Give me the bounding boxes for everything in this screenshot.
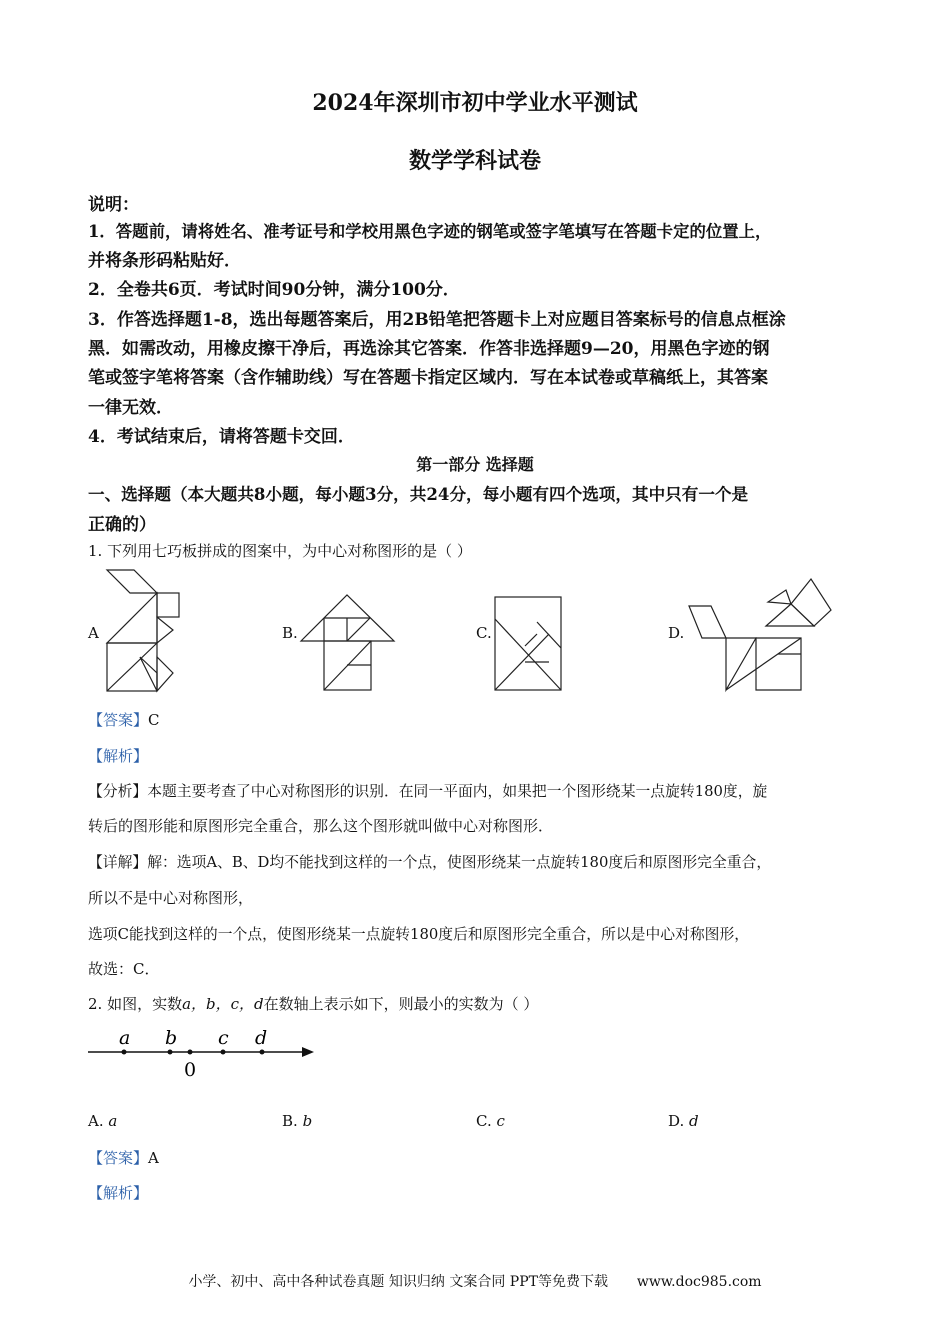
- q2-answer-line: [88, 1147, 159, 1168]
- label-c: c: [218, 1027, 229, 1049]
- q1-option-a-label: A: [88, 624, 99, 642]
- tangram-figure-b: [298, 592, 398, 694]
- q1-answer-tag: 【答案】: [88, 711, 149, 729]
- q1-fenxi-line1: 【分析】本题主要考查了中心对称图形的识别．在同一平面内，如果把一个图形绕某一点旋转180度，旋: [88, 783, 768, 800]
- page-footer: [0, 1271, 950, 1291]
- q1-option-c-label: C.: [476, 624, 492, 642]
- footer-url[interactable]: www.doc985.com: [636, 1274, 762, 1290]
- point-d: [260, 1050, 265, 1055]
- tangram-figure-d: [686, 574, 836, 694]
- q1-answer-value: C: [148, 711, 160, 729]
- section-heading-line2: 正确的）: [88, 515, 156, 535]
- q2-option-d: D. d: [668, 1112, 699, 1130]
- question-2-stem: 2. 如图，实数a，b，c，d在数轴上表示如下，则最小的实数为（ ）: [88, 995, 539, 1013]
- point-a: [122, 1050, 127, 1055]
- footer-text: 小学、初中、高中各种试卷真题 知识归纳 文案合同 PPT等免费下载: [188, 1274, 608, 1290]
- question-1-stem: 1. 下列用七巧板拼成的图案中，为中心对称图形的是（ ）: [88, 542, 472, 560]
- point-b: [168, 1050, 173, 1055]
- q2-option-b: B. b: [282, 1112, 313, 1130]
- label-zero: 0: [184, 1059, 197, 1081]
- q1-option-d-label: D.: [668, 624, 685, 642]
- q1-option-b-label: B.: [282, 624, 298, 642]
- q1-conclusion: 故选：C．: [88, 960, 160, 978]
- q2-option-c: C. c: [476, 1112, 505, 1130]
- q1-xiangjie-tag: 【详解】: [88, 854, 148, 871]
- instructions-label: 说明：: [88, 195, 139, 215]
- q1-fenxi-line2: 转后的图形能和原图形完全重合，那么这个图形就叫做中心对称图形．: [88, 817, 554, 835]
- page-subtitle: 数学学科试卷: [408, 148, 541, 174]
- instruction-2: 2．全卷共6页．考试时间90分钟，满分100分．: [88, 280, 460, 300]
- instruction-4: 4．考试结束后，请将答题卡交回．: [88, 427, 355, 447]
- number-line-arrow-icon: [302, 1047, 314, 1057]
- tangram-figure-a: [100, 565, 190, 695]
- instruction-1-line2: 并将条形码粘贴好．: [88, 251, 241, 271]
- instruction-3-line2: 黑．如需改动，用橡皮擦干净后，再选涂其它答案．作答非选择题9—20，用黑色字迹的钢: [88, 339, 770, 359]
- label-a: a: [119, 1027, 131, 1049]
- section-heading-line1: 一、选择题（本大题共8小题，每小题3分，共24分，每小题有四个选项，其中只有一个是: [88, 484, 749, 504]
- label-b: b: [165, 1027, 178, 1049]
- q2-analysis-tag: 【解析】: [88, 1184, 149, 1202]
- tangram-figure-c: [492, 594, 564, 694]
- q1-xiangjie-line1: 【详解】解：选项A、B、D均不能找到这样的一个点，使图形绕某一点旋转180度后和原图形完全重合，: [88, 854, 772, 871]
- q1-xiangjie-line2: 所以不是中心对称图形，: [88, 889, 254, 907]
- q2-answer-tag: 【答案】: [88, 1149, 149, 1167]
- q2-option-a: A. a: [88, 1112, 118, 1130]
- q1-fenxi-tag: 【分析】: [88, 783, 148, 800]
- point-c: [221, 1050, 226, 1055]
- instruction-3-line4: 一律无效．: [88, 398, 173, 418]
- page-title: 2024年深圳市初中学业水平测试: [312, 90, 638, 116]
- instruction-1-line1: 1．答题前，请将姓名、准考证号和学校用黑色字迹的钢笔或签字笔填写在答题卡定的位置上，: [88, 222, 772, 241]
- q2-answer-value: A: [148, 1149, 159, 1167]
- q1-xiangjie-line3: 选项C能找到这样的一个点，使图形绕某一点旋转180度后和原图形完全重合，所以是中心对称图形，: [88, 926, 750, 943]
- number-line-figure: [86, 1022, 318, 1082]
- label-d: d: [255, 1027, 268, 1049]
- instruction-3-line1: 3．作答选择题1-8，选出每题答案后，用2B铅笔把答题卡上对应题目答案标号的信息点框涂: [88, 310, 786, 330]
- instruction-3-line3: 笔或签字笔将答案（含作辅助线）写在答题卡指定区域内．写在本试卷或草稿纸上，其答案: [88, 368, 768, 388]
- q1-analysis-tag: 【解析】: [88, 747, 149, 765]
- q1-answer-line: [88, 709, 160, 730]
- point-zero: [188, 1050, 193, 1055]
- part1-heading: 第一部分 选择题: [416, 455, 534, 474]
